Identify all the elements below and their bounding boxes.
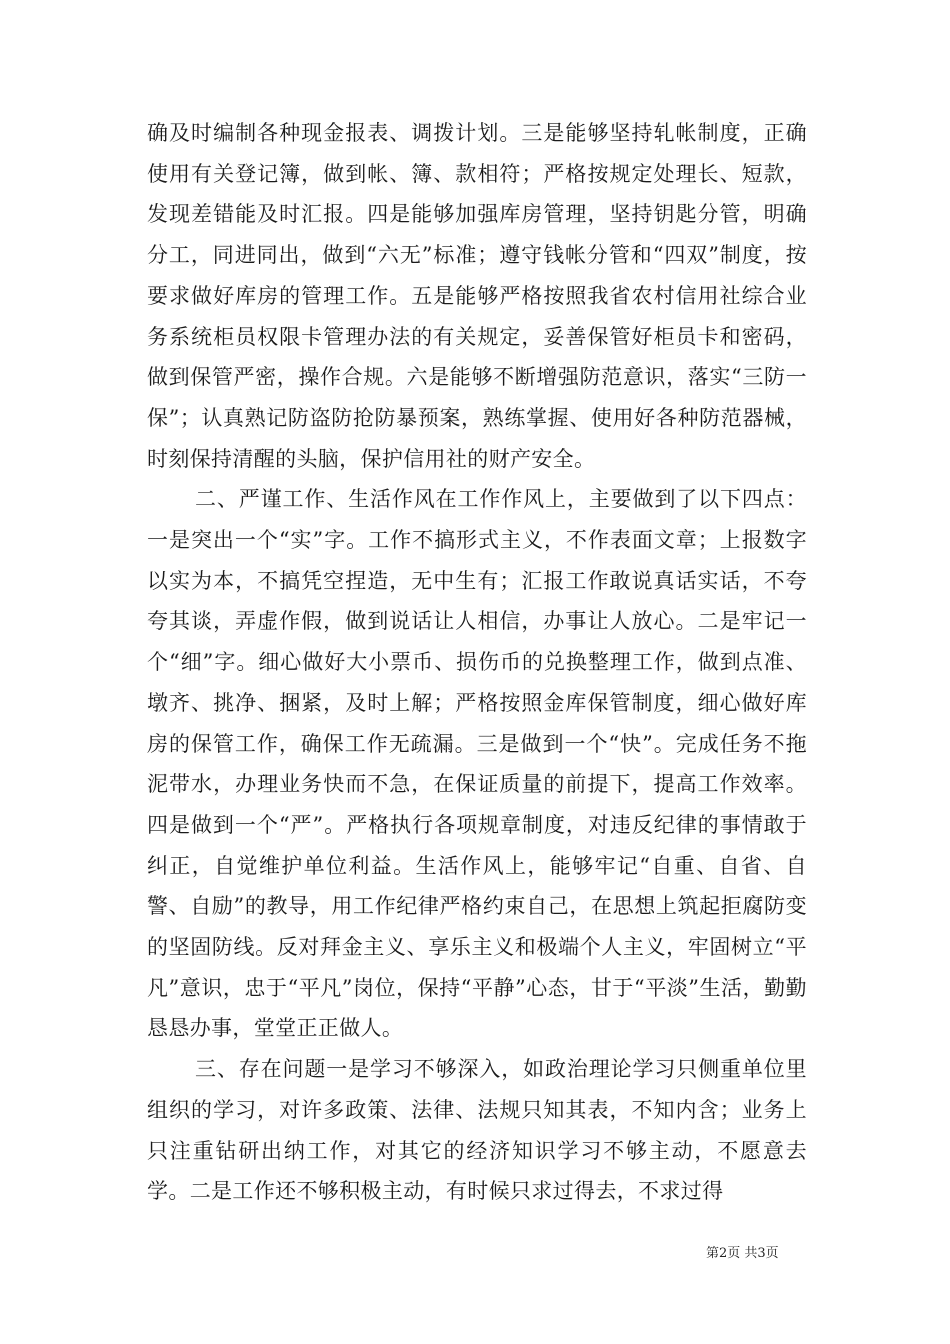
paragraph-work-style: 二、严谨工作、生活作风在工作作风上，主要做到了以下四点：一是突出一个“实”字。工作不搞形式主义，不作表面文章；上报数字以实为本，不搞凭空捏造，无中生有；汇报工作敢说真话实话，不夸夸其谈，弄虚作假，做到说话让人相信，办事让人放心。二是牢记一个“细”字。细心做好大小票币、损伤币的兑换整理工作，做到点准、墩齐、挑净、捆紧，及时上解；严格按照金库保管制度，细心做好库房的保管工作，确保工作无疏漏。三是做到一个“快”。完成任务不拖泥带水，办理业务快而不急，在保证质量的前提下，提高工作效率。四是做到一个“严”。严格执行各项规章制度，对违反纪律的事情敢于纠正，自觉维护单位利益。生活作风上，能够牢记“自重、自省、自警、自励”的教导，用工作纪律严格约束自己，在思想上筑起拒腐防变的坚固防线。反对拜金主义、享乐主义和极端个人主义，牢固树立“平凡”意识，忠于“平凡”岗位，保持“平静”心态，甘于“平淡”生活，勤勤恳恳办事，堂堂正正做人。: [147, 487, 807, 1041]
paragraph-continued-cashier-duties: 确及时编制各种现金报表、调拨计划。三是能够坚持轧帐制度，正确使用有关登记簿，做到帐、簿、款相符；严格按规定处理长、短款，发现差错能及时汇报。四是能够加强库房管理，坚持钥匙分管，明确分工，同进同出，做到“六无”标准；遵守钱帐分管和“四双”制度，按要求做好库房的管理工作。五是能够严格按照我省农村信用社综合业务系统柜员权限卡管理办法的有关规定，妥善保管好柜员卡和密码，做到保管严密，操作合规。六是能够不断增强防范意识，落实“三防一保”；认真熟记防盗防抢防暴预案，熟练掌握、使用好各种防范器械，时刻保持清醒的头脑，保护信用社的财产安全。: [147, 121, 807, 471]
page-number-footer: 第2页 共3页: [706, 1246, 779, 1261]
paragraph-existing-problems: 三、存在问题一是学习不够深入，如政治理论学习只侧重单位里组织的学习，对许多政策、法律、法规只知其表，不知内含；业务上只注重钻研出纳工作，对其它的经济知识学习不够主动，不愿意去学。二是工作还不够积极主动，有时候只求过得去，不求过得: [147, 1057, 807, 1204]
document-body: [147, 113, 807, 1212]
